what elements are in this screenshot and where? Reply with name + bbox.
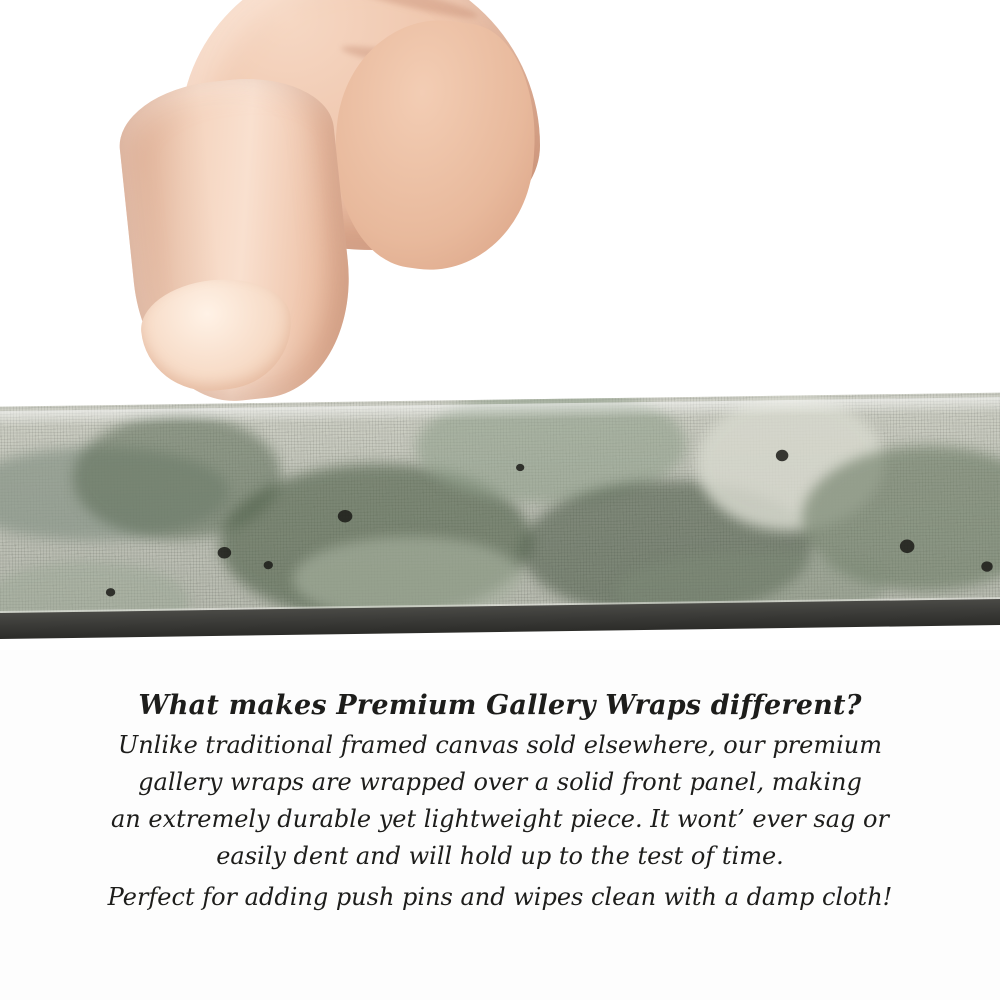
hand-illustration [120, 0, 540, 420]
canvas-edge-strip [0, 392, 1000, 633]
caption-line: Unlike traditional framed canvas sold elsewhere, our premium [117, 731, 882, 759]
knuckle-crease [330, 0, 479, 24]
caption-block [0, 690, 1000, 916]
caption-line: easily dent and will hold up to the test of time. [216, 842, 784, 870]
caption-headline: What makes Premium Gallery Wraps different? [138, 690, 862, 721]
canvas-speck [106, 588, 115, 596]
canvas-speck [264, 561, 273, 569]
canvas-speck [516, 464, 524, 471]
caption-closing-line: Perfect for adding push pins and wipes clean with a damp cloth! [107, 883, 893, 911]
caption-line: gallery wraps are wrapped over a solid front panel, making [138, 768, 862, 796]
caption-line: an extremely durable yet lightweight piece. It wont’ ever sag or [111, 805, 889, 833]
